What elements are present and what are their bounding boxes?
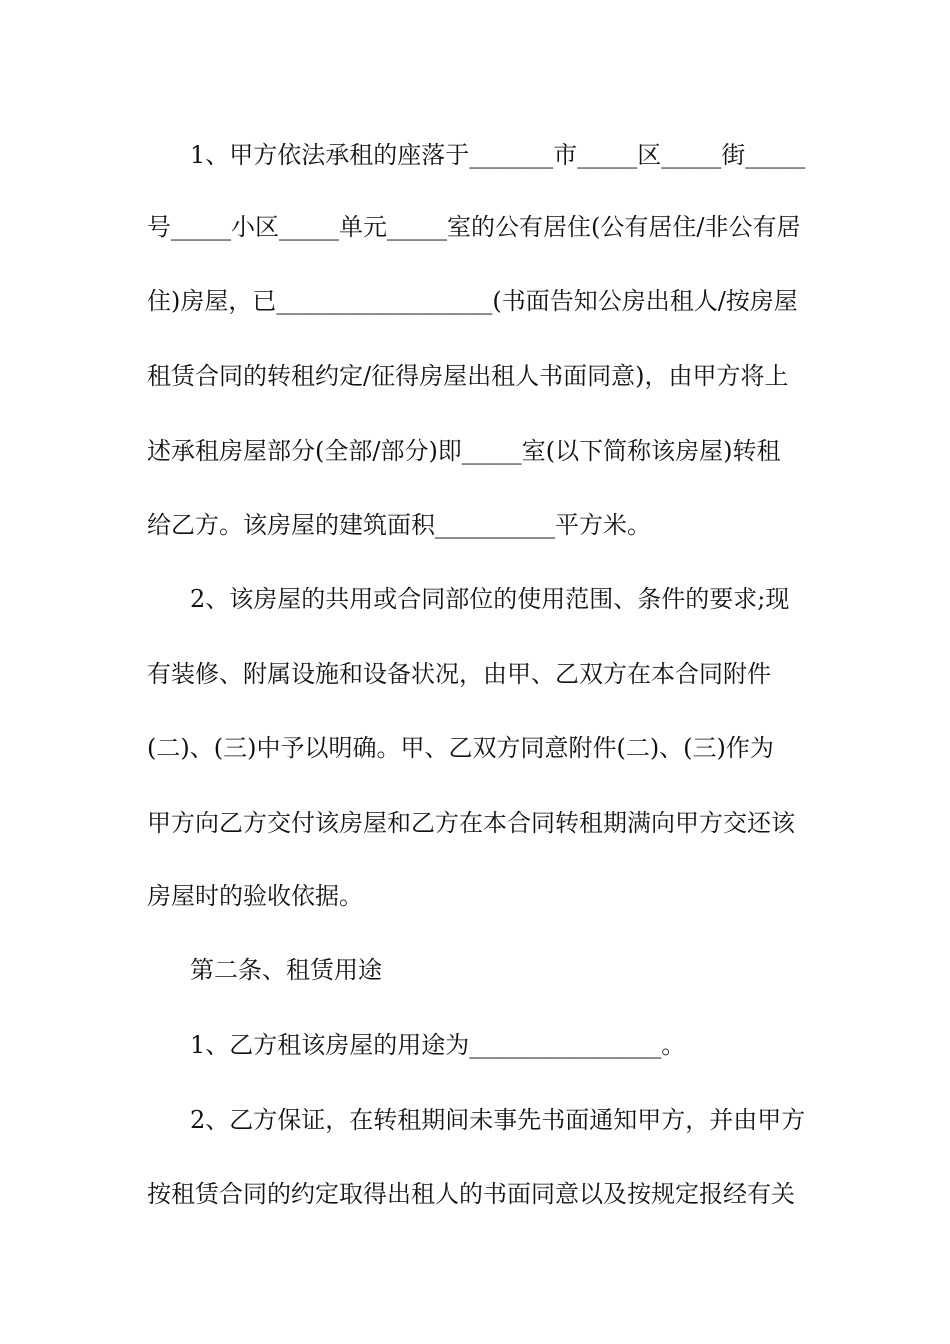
clause-1-2-line-1: 2、该房屋的共用或合同部位的使用范围、条件的要求;现 <box>190 585 790 613</box>
clause-1-1-line-3: 住)房屋，已__________________(书面告知公房出租人/按房屋 <box>147 287 798 315</box>
clause-2-2-line-2: 按租赁合同的约定取得出租人的书面同意以及按规定报经有关 <box>147 1180 795 1208</box>
clause-2-2-line-1: 2、乙方保证，在转租期间未事先书面通知甲方，并由甲方 <box>190 1106 806 1134</box>
clause-1-1-line-6: 给乙方。该房屋的建筑面积__________平方米。 <box>147 511 651 539</box>
clause-1-2-line-2: 有装修、附属设施和设备状况，由甲、乙双方在本合同附件 <box>147 660 771 688</box>
clause-1-2-line-5: 房屋时的验收依据。 <box>147 882 363 910</box>
clause-1-2-line-4: 甲方向乙方交付该房屋和乙方在本合同转租期满向甲方交还该 <box>147 809 795 837</box>
clause-1-2-line-3: (二)、(三)中予以明确。甲、乙双方同意附件(二)、(三)作为 <box>147 734 774 762</box>
clause-1-1-line-4: 租赁合同的转租约定/征得房屋出租人书面同意)，由甲方将上 <box>147 362 789 390</box>
clause-2-1-line-1: 1、乙方租该房屋的用途为________________。 <box>190 1031 686 1059</box>
clause-1-1-line-5: 述承租房屋部分(全部/部分)即_____室(以下简称该房屋)转租 <box>147 437 781 465</box>
article-2-heading: 第二条、租赁用途 <box>190 956 382 984</box>
clause-1-1-line-1: 1、甲方依法承租的座落于_______市_____区_____街_____ <box>190 141 806 169</box>
clause-1-1-line-2: 号_____小区_____单元_____室的公有居住(公有居住/非公有居 <box>147 213 801 241</box>
